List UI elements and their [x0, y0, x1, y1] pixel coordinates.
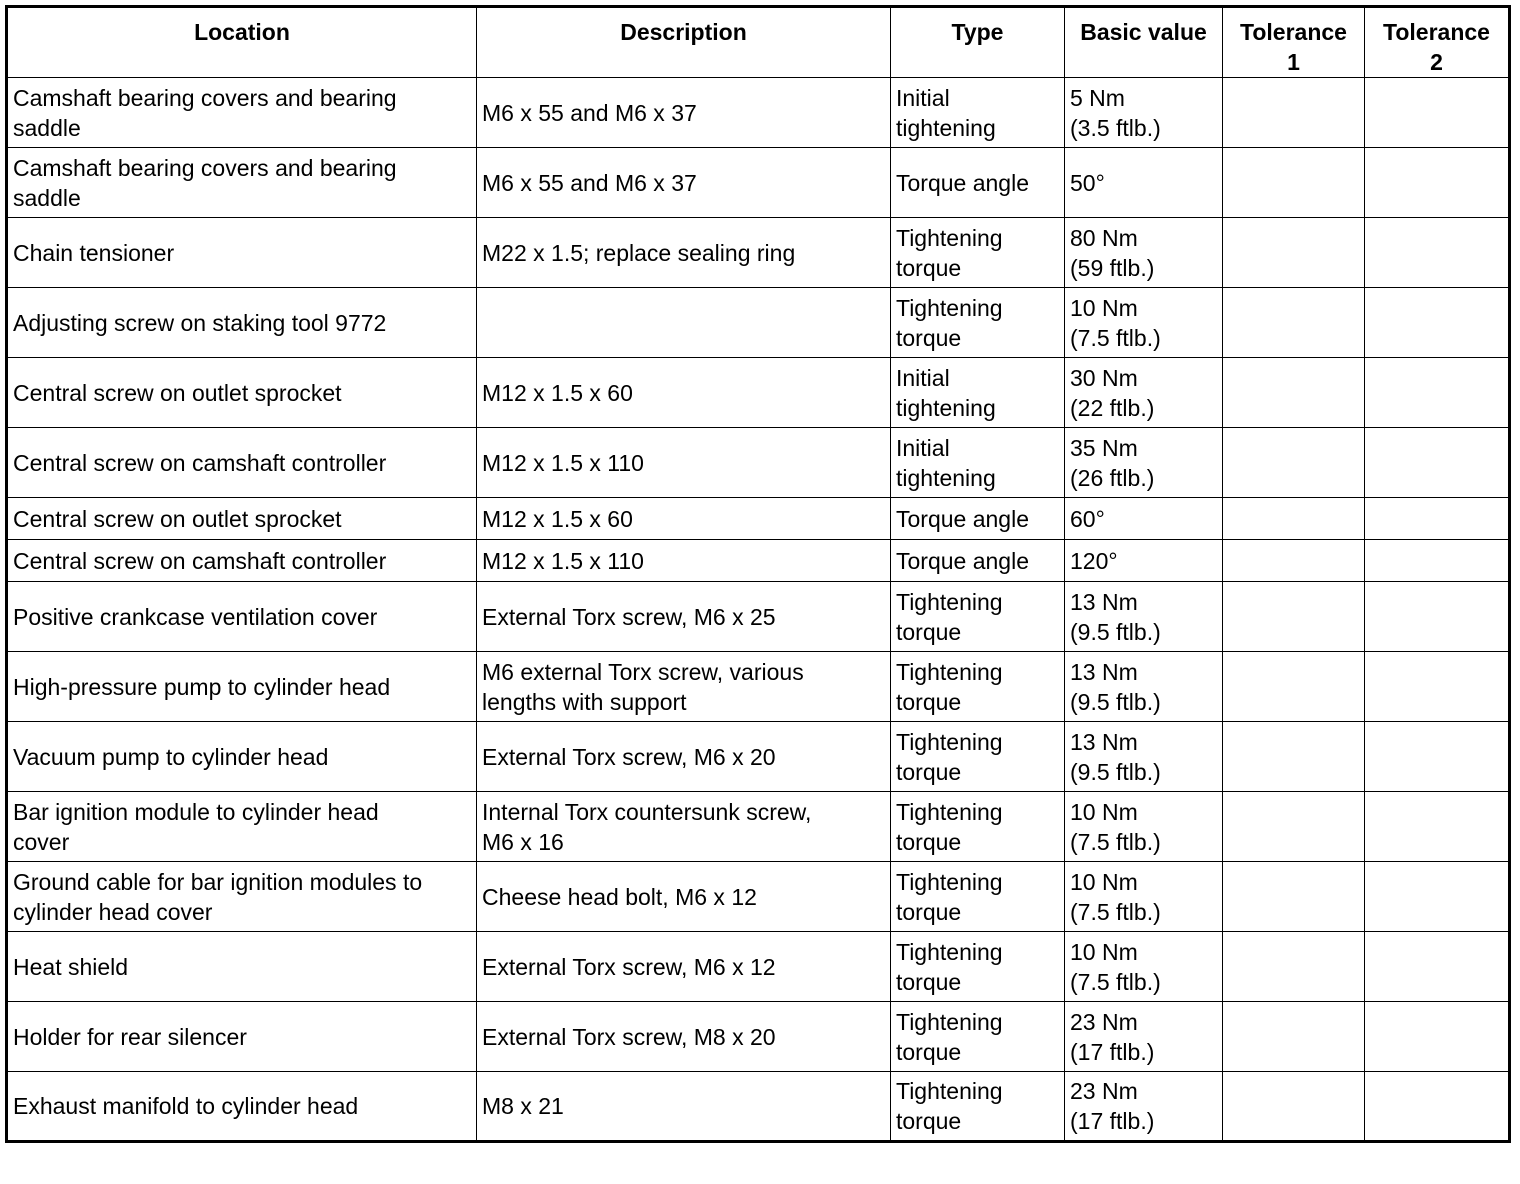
cell-tolerance-2	[1365, 288, 1510, 358]
cell-tolerance-1	[1223, 540, 1365, 582]
cell-tolerance-1	[1223, 1002, 1365, 1072]
cell-description: M6 x 55 and M6 x 37	[477, 148, 891, 218]
cell-tolerance-1	[1223, 582, 1365, 652]
cell-type: Torque angle	[891, 148, 1065, 218]
cell-basic-value: 30 Nm (22 ftlb.)	[1065, 358, 1223, 428]
table-row	[7, 1072, 1510, 1142]
table-row	[7, 582, 1510, 652]
cell-type: Tightening torque	[891, 862, 1065, 932]
cell-tolerance-1	[1223, 428, 1365, 498]
table-row	[7, 862, 1510, 932]
cell-tolerance-1	[1223, 862, 1365, 932]
table-row	[7, 722, 1510, 792]
cell-location: Holder for rear silencer	[7, 1002, 477, 1072]
cell-basic-value: 50°	[1065, 148, 1223, 218]
cell-tolerance-2	[1365, 540, 1510, 582]
cell-basic-value: 23 Nm (17 ftlb.)	[1065, 1072, 1223, 1142]
table-row	[7, 78, 1510, 148]
cell-tolerance-1	[1223, 288, 1365, 358]
cell-location: High-pressure pump to cylinder head	[7, 652, 477, 722]
cell-location: Vacuum pump to cylinder head	[7, 722, 477, 792]
cell-type: Tightening torque	[891, 792, 1065, 862]
cell-tolerance-2	[1365, 358, 1510, 428]
table-row	[7, 1002, 1510, 1072]
cell-location: Camshaft bearing covers and bearing saddle	[7, 148, 477, 218]
cell-type: Tightening torque	[891, 1002, 1065, 1072]
torque-spec-table-wrapper	[5, 5, 1511, 1143]
cell-location: Central screw on camshaft controller	[7, 540, 477, 582]
cell-type: Tightening torque	[891, 218, 1065, 288]
cell-tolerance-2	[1365, 862, 1510, 932]
cell-location: Chain tensioner	[7, 218, 477, 288]
cell-description: External Torx screw, M6 x 12	[477, 932, 891, 1002]
cell-location: Bar ignition module to cylinder head cover	[7, 792, 477, 862]
cell-tolerance-2	[1365, 428, 1510, 498]
header-basic-value: Basic value	[1065, 7, 1223, 78]
cell-tolerance-1	[1223, 358, 1365, 428]
cell-type: Tightening torque	[891, 582, 1065, 652]
cell-location: Central screw on outlet sprocket	[7, 358, 477, 428]
table-row	[7, 148, 1510, 218]
cell-description: M12 x 1.5 x 110	[477, 540, 891, 582]
table-row	[7, 218, 1510, 288]
cell-description: M12 x 1.5 x 60	[477, 358, 891, 428]
cell-basic-value: 35 Nm (26 ftlb.)	[1065, 428, 1223, 498]
cell-basic-value: 23 Nm (17 ftlb.)	[1065, 1002, 1223, 1072]
cell-description: External Torx screw, M8 x 20	[477, 1002, 891, 1072]
cell-tolerance-1	[1223, 792, 1365, 862]
cell-basic-value: 13 Nm (9.5 ftlb.)	[1065, 652, 1223, 722]
cell-description: M6 x 55 and M6 x 37	[477, 78, 891, 148]
cell-basic-value: 10 Nm (7.5 ftlb.)	[1065, 792, 1223, 862]
cell-basic-value: 10 Nm (7.5 ftlb.)	[1065, 862, 1223, 932]
cell-description: M8 x 21	[477, 1072, 891, 1142]
cell-type: Initial tightening	[891, 428, 1065, 498]
cell-tolerance-2	[1365, 1072, 1510, 1142]
cell-type: Tightening torque	[891, 288, 1065, 358]
cell-tolerance-2	[1365, 582, 1510, 652]
cell-tolerance-1	[1223, 148, 1365, 218]
cell-tolerance-1	[1223, 1072, 1365, 1142]
cell-location: Central screw on outlet sprocket	[7, 498, 477, 540]
cell-type: Tightening torque	[891, 932, 1065, 1002]
cell-tolerance-2	[1365, 722, 1510, 792]
cell-tolerance-1	[1223, 932, 1365, 1002]
torque-spec-table	[5, 5, 1511, 1143]
cell-tolerance-2	[1365, 792, 1510, 862]
cell-description: External Torx screw, M6 x 20	[477, 722, 891, 792]
header-location: Location	[7, 7, 477, 78]
cell-tolerance-2	[1365, 78, 1510, 148]
cell-type: Tightening torque	[891, 722, 1065, 792]
cell-tolerance-2	[1365, 218, 1510, 288]
cell-type: Torque angle	[891, 498, 1065, 540]
cell-basic-value: 5 Nm (3.5 ftlb.)	[1065, 78, 1223, 148]
cell-description: External Torx screw, M6 x 25	[477, 582, 891, 652]
cell-location: Heat shield	[7, 932, 477, 1002]
cell-location: Positive crankcase ventilation cover	[7, 582, 477, 652]
cell-tolerance-2	[1365, 498, 1510, 540]
cell-location: Central screw on camshaft controller	[7, 428, 477, 498]
cell-tolerance-1	[1223, 652, 1365, 722]
header-type: Type	[891, 7, 1065, 78]
table-row	[7, 288, 1510, 358]
cell-type: Initial tightening	[891, 78, 1065, 148]
cell-basic-value: 60°	[1065, 498, 1223, 540]
cell-tolerance-1	[1223, 218, 1365, 288]
header-row	[7, 7, 1510, 78]
header-description: Description	[477, 7, 891, 78]
cell-location: Exhaust manifold to cylinder head	[7, 1072, 477, 1142]
table-row	[7, 792, 1510, 862]
cell-tolerance-2	[1365, 1002, 1510, 1072]
cell-basic-value: 13 Nm (9.5 ftlb.)	[1065, 582, 1223, 652]
cell-tolerance-2	[1365, 148, 1510, 218]
table-row	[7, 428, 1510, 498]
table-row	[7, 540, 1510, 582]
cell-basic-value: 10 Nm (7.5 ftlb.)	[1065, 932, 1223, 1002]
cell-location: Ground cable for bar ignition modules to cylinder head cover	[7, 862, 477, 932]
cell-description: M12 x 1.5 x 110	[477, 428, 891, 498]
cell-basic-value: 120°	[1065, 540, 1223, 582]
cell-basic-value: 80 Nm (59 ftlb.)	[1065, 218, 1223, 288]
cell-tolerance-2	[1365, 652, 1510, 722]
cell-basic-value: 10 Nm (7.5 ftlb.)	[1065, 288, 1223, 358]
cell-tolerance-1	[1223, 722, 1365, 792]
header-tolerance-1: Tolerance 1	[1223, 7, 1365, 78]
cell-tolerance-1	[1223, 498, 1365, 540]
cell-type: Torque angle	[891, 540, 1065, 582]
cell-type: Initial tightening	[891, 358, 1065, 428]
header-tolerance-2: Tolerance 2	[1365, 7, 1510, 78]
cell-type: Tightening torque	[891, 652, 1065, 722]
cell-description: Cheese head bolt, M6 x 12	[477, 862, 891, 932]
cell-description: Internal Torx countersunk screw, M6 x 16	[477, 792, 891, 862]
cell-tolerance-1	[1223, 78, 1365, 148]
cell-description	[477, 288, 891, 358]
table-row	[7, 652, 1510, 722]
table-row	[7, 932, 1510, 1002]
cell-description: M12 x 1.5 x 60	[477, 498, 891, 540]
table-row	[7, 498, 1510, 540]
table-row	[7, 358, 1510, 428]
cell-basic-value: 13 Nm (9.5 ftlb.)	[1065, 722, 1223, 792]
cell-tolerance-2	[1365, 932, 1510, 1002]
cell-type: Tightening torque	[891, 1072, 1065, 1142]
table-body	[7, 78, 1510, 1142]
cell-description: M22 x 1.5; replace sealing ring	[477, 218, 891, 288]
cell-description: M6 external Torx screw, various lengths with support	[477, 652, 891, 722]
cell-location: Camshaft bearing covers and bearing saddle	[7, 78, 477, 148]
cell-location: Adjusting screw on staking tool 9772	[7, 288, 477, 358]
